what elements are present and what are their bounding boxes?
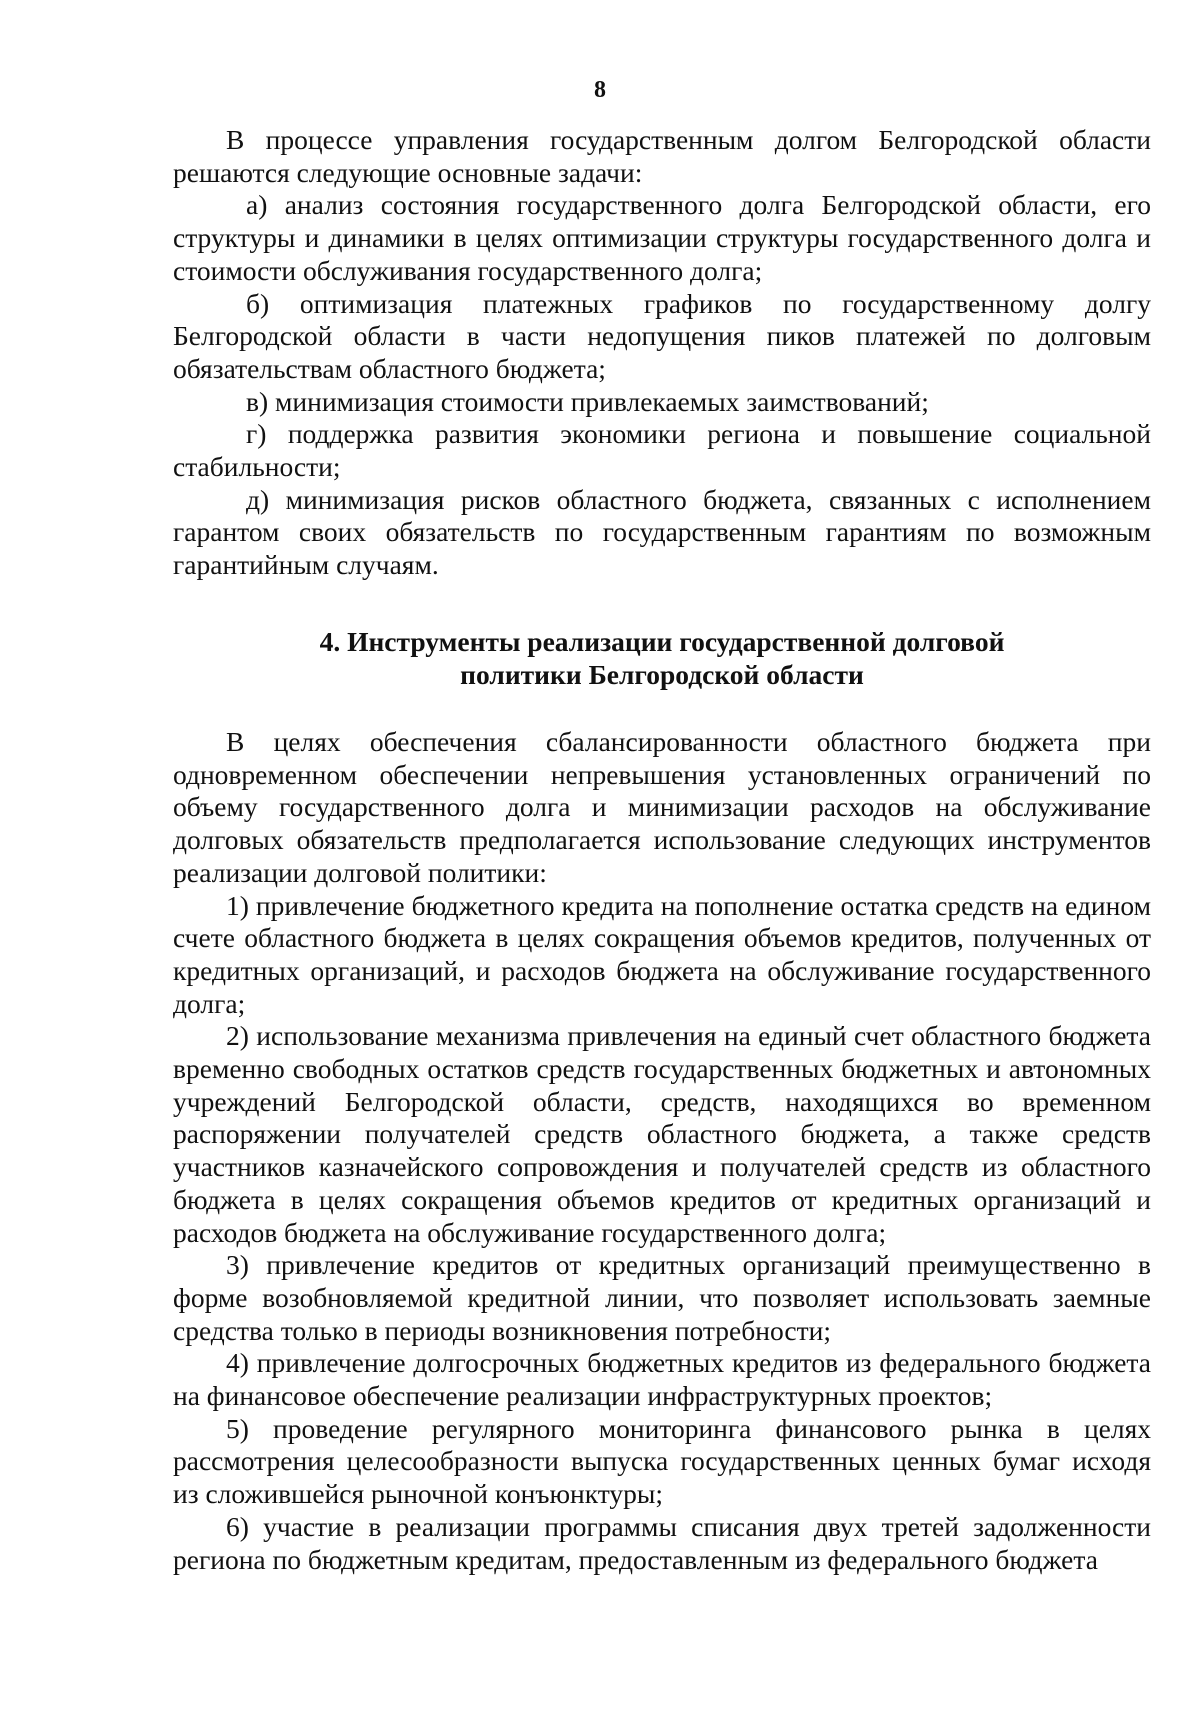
section-item-5: 5) проведение регулярного мониторинга финансового рынка в целях рассмотрения целесообразности выпуска государственных ценных бумаг исходя из сложившейся рыночной конъюнктуры; [173, 1412, 1151, 1510]
intro-item-v: в) минимизация стоимости привлекаемых заимствований; [246, 385, 929, 417]
section-item-4: 4) привлечение долгосрочных бюджетных кредитов из федерального бюджета на финансовое обеспечение реализации инфраструктурных проектов; [173, 1347, 1151, 1412]
section-title [173, 626, 1151, 691]
intro-item-d: д) минимизация рисков областного бюджета, связанных с исполнением гарантом своих обязательств по государственным гарантиям по возможным гарантийным случаям. [173, 483, 1151, 581]
intro-item-a: а) анализ состояния государственного долга Белгородской области, его структуры и динамики в целях оптимизации структуры государственного долга и стоимости обслуживания государственного долга; [173, 189, 1151, 286]
section-item-1: 1) привлечение бюджетного кредита на пополнение остатка средств на едином счете областного бюджета в целях сокращения объемов кредитов, полученных от кредитных организаций, и расходов бюджета на обслуживание государственного долга; [173, 889, 1151, 1019]
page-number: 8 [594, 77, 606, 103]
section-item-2: 2) использование механизма привлечения на единый счет областного бюджета временно свободных остатков средств государственных бюджетных и автономных учреждений Белгородской области, средств, находящихся во временном распоряжении получателей средств областного бюджета, а также средств участников казначейского сопровождения и получателей средств из областного бюджета в целях сокращения объемов кредитов от кредитных организаций и расходов бюджета на обслуживание государственного долга; [173, 1020, 1151, 1248]
section-item-6: 6) участие в реализации программы списания двух третей задолженности региона по бюджетным кредитам, предоставленным из федерального бюджета [173, 1510, 1151, 1575]
section-title-line-1: 4. Инструменты реализации государственной долговой [319, 626, 1005, 657]
intro-block [173, 124, 1151, 582]
section-item-3: 3) привлечение кредитов от кредитных организаций преимущественно в форме возобновляемой кредитной линии, что позволяет использовать заемные средства только в периоды возникновения потребности; [173, 1249, 1151, 1346]
section-body [173, 726, 1151, 1576]
intro-item-g: г) поддержка развития экономики региона и повышение социальной стабильности; [173, 418, 1151, 483]
section-lead: В целях обеспечения сбалансированности областного бюджета при одновременном обеспечении непревышения установленных ограничений по объему государственного долга и минимизации расходов на обслуживание долговых обязательств предполагается использование следующих инструментов реализации долговой политики: [173, 726, 1151, 888]
section-title-line-2: политики Белгородской области [460, 658, 864, 690]
intro-lead: В процессе управления государственным долгом Белгородской области решаются следующие основные задачи: [173, 124, 1151, 188]
intro-item-b: б) оптимизация платежных графиков по государственному долгу Белгородской области в части недопущения пиков платежей по долговым обязательствам областного бюджета; [173, 287, 1151, 384]
